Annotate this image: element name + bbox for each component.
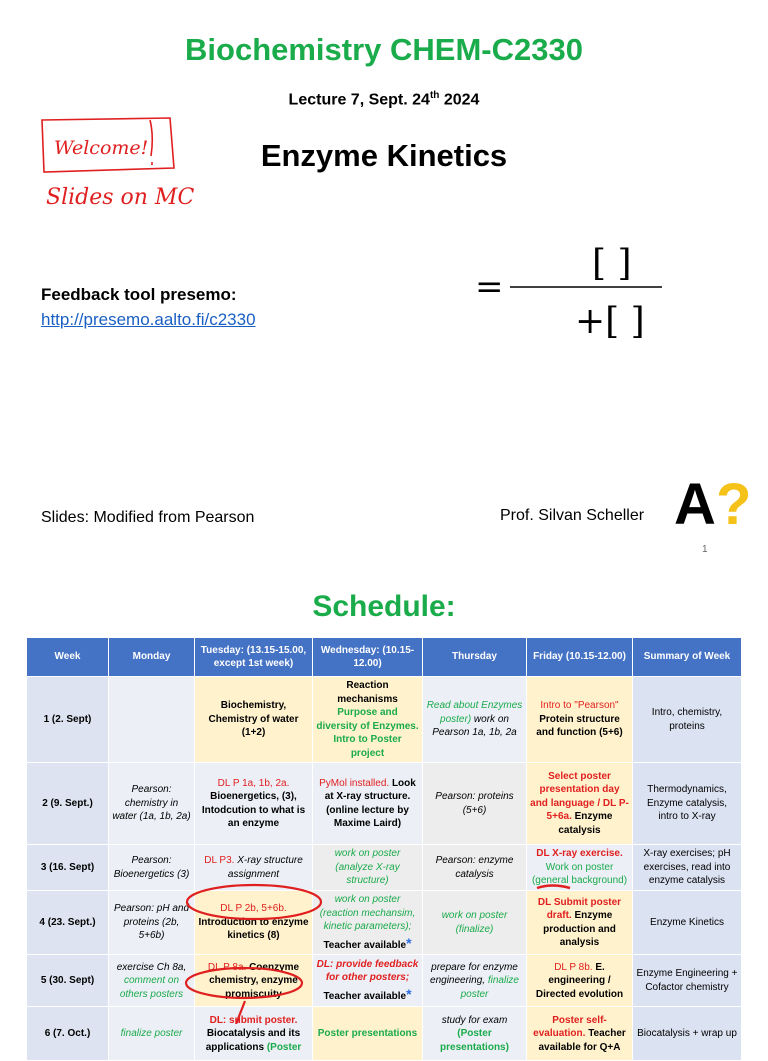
cell-text: Enzyme Engineering + Cofactor chemistry	[636, 968, 738, 993]
cell-text: prepare for enzyme engineering,	[430, 961, 518, 987]
cell-text: finalize poster	[460, 975, 519, 1000]
cell-text: Coenzyme chemistry, enzyme promiscuity	[209, 961, 300, 1000]
cell-text: work on poster (finalize)	[441, 910, 508, 935]
schedule-header-row	[27, 638, 742, 677]
cell-text: (Poster	[266, 1041, 302, 1053]
cell-text: *	[406, 934, 412, 951]
cell-text: exercise Ch 8a,	[116, 961, 187, 973]
cell-text: Biochemistry, Chemistry of water (1+2)	[208, 700, 299, 739]
cell-text: DL: provide feedback for other posters;	[316, 958, 419, 984]
tue-cell	[195, 763, 313, 845]
sum-cell	[633, 763, 742, 845]
fri-cell	[527, 955, 633, 1007]
slides-note: Slides: Modified from Pearson	[41, 509, 255, 526]
schedule-row	[27, 891, 742, 955]
tue-cell	[195, 955, 313, 1007]
slides-on-mc-text: Slides on MC	[46, 185, 195, 210]
schedule-table	[26, 637, 742, 1061]
wed-cell	[313, 845, 423, 891]
cell-text: X-ray exercises; pH exercises, read into enzyme catalysis	[643, 848, 731, 887]
cell-text: Pearson: Bioenergetics (3)	[113, 855, 190, 880]
tue-cell	[195, 845, 313, 891]
week-cell: 4 (23. Sept.)	[27, 891, 109, 955]
aalto-logo	[674, 476, 754, 530]
fri-cell	[527, 677, 633, 763]
header-week: Week	[27, 638, 109, 677]
week-cell: 1 (2. Sept)	[27, 677, 109, 763]
thu-cell	[423, 891, 527, 955]
cell-text: Work on poster (general background)	[531, 861, 628, 887]
feedback-label: Feedback tool presemo:	[41, 285, 237, 304]
welcome-text: Welcome!	[54, 137, 149, 159]
header-monday: Monday	[109, 638, 195, 677]
cell-text: DL Submit poster draft.	[537, 896, 622, 922]
sum-cell	[633, 891, 742, 955]
wed-cell	[313, 955, 423, 1007]
schedule-row	[27, 677, 742, 763]
equals-sign: =	[475, 267, 504, 307]
cell-text: Select poster presentation day and language / DL P-5+6a.	[530, 770, 629, 823]
mon-cell	[109, 891, 195, 955]
cell-text: Poster self-evaluation.	[533, 1014, 607, 1040]
cell-text: finalize poster	[120, 1028, 183, 1040]
cell-text: Enzyme catalysis	[558, 811, 613, 836]
sum-cell	[633, 677, 742, 763]
cell-text: Teacher available	[323, 939, 407, 951]
fri-cell	[527, 1007, 633, 1061]
cell-text: work on Pearson 1a, 1b, 2a	[432, 713, 517, 739]
cell-text: PyMol installed.	[319, 777, 392, 789]
cell-text: Reaction mechanisms	[337, 680, 398, 705]
cell-text: Pearson: pH and proteins (2b, 5+6b)	[113, 903, 190, 942]
mon-cell	[109, 763, 195, 845]
cell-text: Teacher available	[323, 990, 407, 1002]
professor-name: Prof. Silvan Scheller	[500, 507, 645, 524]
mon-cell	[109, 1007, 195, 1061]
header-summary: Summary of Week	[633, 638, 742, 677]
cell-text: Enzyme production and analysis	[543, 910, 616, 949]
thu-cell	[423, 845, 527, 891]
wed-cell	[313, 763, 423, 845]
cell-text: work on poster (reaction mechansim, kinetic parameters);	[319, 894, 416, 932]
header-thursday: Thursday	[423, 638, 527, 677]
page-number: 1	[702, 544, 708, 555]
cell-text: Purpose and diversity of Enzymes. Intro to Poster project	[316, 707, 419, 759]
cell-text: Biocatalysis + wrap up	[637, 1028, 737, 1040]
cell-text: DL P 8b.	[554, 961, 596, 973]
week-cell: 2 (9. Sept.)	[27, 763, 109, 845]
wed-cell	[313, 1007, 423, 1061]
schedule-row	[27, 955, 742, 1007]
fri-cell	[527, 763, 633, 845]
cell-text: Biocatalysis and its applications	[205, 1028, 301, 1053]
schedule-title: Schedule:	[312, 590, 456, 623]
cell-text: DL: submit poster.	[209, 1014, 298, 1026]
wed-cell	[313, 677, 423, 763]
handwritten-welcome-note	[38, 116, 198, 216]
logo-letter: A	[674, 476, 716, 530]
week-cell: 6 (7. Oct.)	[27, 1007, 109, 1061]
sum-cell	[633, 845, 742, 891]
week-cell: 5 (30. Sept)	[27, 955, 109, 1007]
fri-cell	[527, 891, 633, 955]
header-wednesday: Wednesday: (10.15-12.00)	[313, 638, 423, 677]
cell-text: Read about Enzymes poster)	[426, 700, 523, 725]
cell-text: Bioenergetics, (3), Intodcution to what is an enzyme	[201, 791, 306, 829]
mon-cell	[109, 955, 195, 1007]
cell-text: DL P3.	[204, 855, 238, 866]
cell-text: DL P 2b, 5+6b.	[220, 903, 287, 915]
cell-text: Teacher available for Q+A	[538, 1028, 626, 1053]
cell-text: X-ray structure assignment	[227, 855, 303, 880]
cell-text: Enzyme Kinetics	[650, 916, 724, 928]
cell-text: Pearson: enzyme catalysis	[435, 855, 514, 880]
cell-text: Intro to "Pearson"	[540, 700, 619, 712]
tue-cell	[195, 891, 313, 955]
cell-text: Intro, chemistry, proteins	[651, 707, 723, 732]
schedule-row	[27, 763, 742, 845]
cell-text: comment on others posters	[119, 975, 184, 1000]
wed-cell	[313, 891, 423, 955]
logo-question-mark: ?	[716, 476, 752, 530]
lecture-date: Lecture 7, Sept. 24th 2024	[288, 90, 480, 109]
cell-text: work on poster (analyze X-ray structure)	[334, 848, 401, 887]
tue-cell	[195, 1007, 313, 1061]
cell-text: (Poster presentations)	[440, 1028, 509, 1053]
schedule-row	[27, 1007, 742, 1061]
denominator-brackets: +[ ]	[575, 301, 645, 342]
mon-cell	[109, 677, 195, 763]
header-tuesday: Tuesday: (13.15-15.00, except 1st week)	[195, 638, 313, 677]
presemo-link[interactable]: http://presemo.aalto.fi/c2330	[41, 310, 256, 329]
tue-cell	[195, 677, 313, 763]
cell-text: DL P 1a, 1b, 2a.	[217, 777, 290, 789]
cell-text: DL P 8a.	[207, 961, 250, 973]
mon-cell	[109, 845, 195, 891]
sum-cell	[633, 1007, 742, 1061]
cell-text: study for exam	[441, 1014, 508, 1026]
cell-text: E. engineering / Directed evolution	[535, 961, 624, 1000]
cell-text: Pearson: proteins (5+6)	[435, 791, 514, 816]
cell-text: Pearson: chemistry in water (1a, 1b, 2a)	[112, 784, 191, 823]
thu-cell	[423, 763, 527, 845]
header-friday: Friday (10.15-12.00)	[527, 638, 633, 677]
lecture-topic: Enzyme Kinetics	[260, 138, 508, 173]
cell-text: Poster presentations	[317, 1028, 418, 1040]
thu-cell	[423, 1007, 527, 1061]
course-title: Biochemistry CHEM-C2330	[185, 32, 583, 67]
cell-text: DL X-ray exercise.	[536, 848, 623, 860]
cell-text: Thermodynamics, Enzyme catalysis, intro to X-ray	[646, 784, 728, 823]
schedule-row	[27, 845, 742, 891]
sum-cell	[633, 955, 742, 1007]
fri-cell	[527, 845, 633, 891]
cell-text: Look at X-ray structure. (online lecture by Maxime Laird)	[324, 777, 416, 829]
cell-text: *	[406, 985, 412, 1002]
week-cell: 3 (16. Sept)	[27, 845, 109, 891]
cell-text: Introduction to enzyme kinetics (8)	[198, 916, 309, 942]
thu-cell	[423, 955, 527, 1007]
numerator-brackets: [ ]	[592, 243, 632, 284]
thu-cell	[423, 677, 527, 763]
rate-equation	[470, 230, 670, 350]
cell-text: Protein structure and function (5+6)	[536, 713, 623, 739]
